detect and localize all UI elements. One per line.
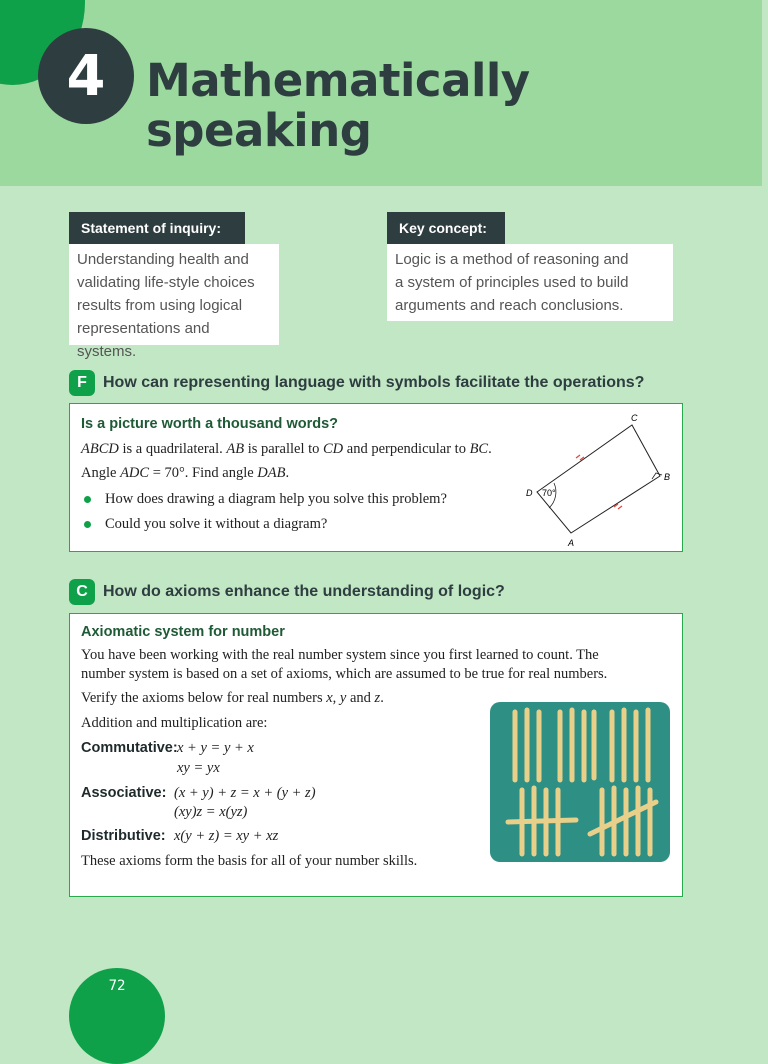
- question-c: [69, 579, 505, 605]
- text-segment: and perpendicular to: [343, 441, 470, 457]
- text-segment: is a quadrilateral.: [118, 441, 227, 457]
- text-segment: and: [346, 690, 375, 706]
- text-bc: BC: [469, 441, 489, 457]
- text-ab: AB: [226, 441, 245, 457]
- intro-line: You have been working with the real number system since you first learned to count. The: [81, 647, 599, 663]
- chapter-header: [0, 0, 762, 186]
- var-x: x: [326, 690, 333, 706]
- associative-eq1: (x + y) + z = x + (y + z): [174, 785, 316, 801]
- question-f: [69, 370, 644, 396]
- bullet-item: [70, 491, 447, 508]
- axioms-intro: [81, 646, 607, 684]
- inquiry-line: Understanding health and: [77, 251, 249, 268]
- commutative-eq2: xy = yx: [177, 760, 220, 776]
- addmult-line: Addition and multiplication are:: [81, 715, 268, 731]
- label-b: B: [664, 472, 671, 482]
- verify-line: [81, 690, 384, 707]
- key-concept-line: a system of principles used to build: [395, 274, 629, 291]
- text-dab: DAB: [257, 465, 286, 481]
- bullet-dot: [84, 521, 91, 528]
- picture-line1: [81, 441, 492, 458]
- text-adc: ADC: [120, 465, 150, 481]
- key-concept-label: Key concept:: [387, 212, 505, 244]
- criterion-f-badge: F: [69, 370, 95, 396]
- question-f-text: How can representing language with symbols facilitate the operations?: [103, 374, 645, 391]
- axioms-panel: [69, 613, 683, 897]
- text-segment: .: [488, 441, 492, 457]
- text-segment: .: [285, 465, 290, 481]
- quadrilateral-diagram: [504, 408, 674, 548]
- distributive-eq1: x(y + z) = xy + xz: [174, 828, 279, 844]
- text-segment: ,: [332, 690, 340, 706]
- text-segment: = 70°. Find angle: [149, 465, 258, 481]
- inquiry-line: representations and systems.: [77, 320, 210, 360]
- var-y: y: [339, 690, 347, 706]
- quadrilateral-shape: [537, 425, 660, 533]
- picture-heading: Is a picture worth a thousand words?: [81, 416, 338, 432]
- key-concept-text: [387, 244, 673, 321]
- axioms-heading: Axiomatic system for number: [81, 624, 285, 640]
- var-z: z: [374, 690, 381, 706]
- intro-line: number system is based on a set of axioms, which are assumed to be true for real numbers.: [81, 666, 608, 682]
- closing-line: These axioms form the basis for all of your number skills.: [81, 853, 418, 869]
- distributive-label: Distributive:: [81, 828, 166, 844]
- chapter-title: [146, 56, 530, 156]
- label-a: A: [568, 538, 575, 548]
- bullet-item: [70, 516, 327, 533]
- chapter-number-badge: [38, 28, 134, 124]
- inquiry-label: Statement of inquiry:: [69, 212, 245, 244]
- inquiry-line: validating life-style choices: [77, 274, 255, 291]
- key-concept-line: arguments and reach conclusions.: [395, 297, 624, 314]
- label-c: C: [631, 413, 638, 423]
- chapter-title-line1: Mathematically: [146, 54, 530, 107]
- bullet-dot: [84, 496, 91, 503]
- text-cd: CD: [323, 441, 344, 457]
- key-concept-line: Logic is a method of reasoning and: [395, 251, 629, 268]
- chapter-number: 4: [66, 43, 106, 109]
- bullet-text: Could you solve it without a diagram?: [105, 516, 328, 532]
- text-segment: .: [380, 690, 384, 706]
- chapter-title-line2: speaking: [146, 104, 372, 157]
- associative-eq2: (xy)z = x(yz): [174, 804, 248, 820]
- picture-line2: [81, 465, 289, 482]
- text-segment: Angle: [81, 465, 121, 481]
- associative-label: Associative:: [81, 785, 167, 801]
- page-number: 72: [108, 978, 126, 994]
- criterion-c-badge: C: [69, 579, 95, 605]
- inquiry-text: [69, 244, 279, 360]
- commutative-label: Commutative:: [81, 740, 178, 756]
- angle-label: 70°: [542, 488, 556, 498]
- tally-sticks-image: [490, 702, 670, 862]
- picture-panel: [69, 403, 683, 552]
- bullet-text: How does drawing a diagram help you solve this problem?: [105, 491, 447, 507]
- inquiry-line: results from using logical: [77, 297, 243, 314]
- label-d: D: [526, 488, 533, 498]
- commutative-eq1: x + y = y + x: [177, 740, 254, 756]
- text-abcd: ABCD: [81, 441, 119, 457]
- question-c-text: How do axioms enhance the understanding of logic?: [103, 583, 505, 600]
- text-segment: is parallel to: [244, 441, 323, 457]
- text-segment: Verify the axioms below for real numbers: [81, 690, 327, 706]
